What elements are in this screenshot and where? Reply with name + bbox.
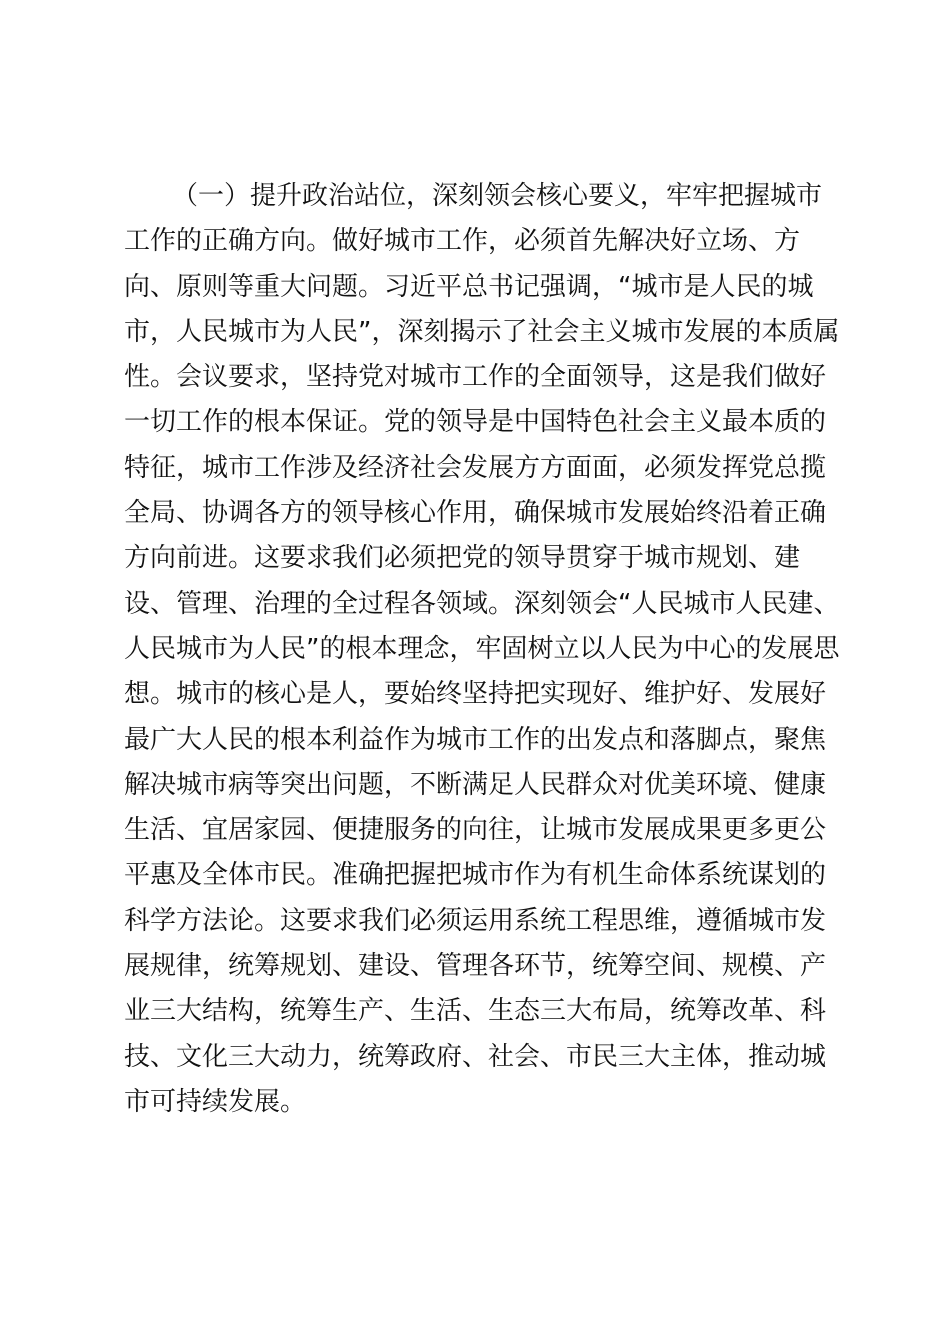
paragraph-line: 一切工作的根本保证。党的领导是中国特色社会主义最本质的 <box>124 407 827 438</box>
paragraph <box>124 174 844 1125</box>
paragraph-line: 向、原则等重大问题。习近平总书记强调，“城市是人民的城 <box>124 271 814 302</box>
paragraph-line: 市可持续发展。 <box>124 1086 307 1117</box>
paragraph-line: 技、文化三大动力，统筹政府、社会、市民三大主体，推动城 <box>124 1041 827 1072</box>
paragraph-line: 人民城市为人民”的根本理念，牢固树立以人民为中心的发展思 <box>124 633 840 664</box>
paragraph-line: 最广大人民的根本利益作为城市工作的出发点和落脚点，聚焦 <box>124 724 827 755</box>
paragraph-line: 生活、宜居家园、便捷服务的向往，让城市发展成果更多更公 <box>124 815 827 846</box>
paragraph-line: 特征，城市工作涉及经济社会发展方方面面，必须发挥党总揽 <box>124 452 827 483</box>
paragraph-line: 设、管理、治理的全过程各领域。深刻领会“人民城市人民建、 <box>124 588 840 619</box>
paragraph-line: 全局、协调各方的领导核心作用，确保城市发展始终沿着正确 <box>124 498 827 529</box>
paragraph-line: 解决城市病等突出问题，不断满足人民群众对优美环境、健康 <box>124 769 827 800</box>
paragraph-line: （一）提升政治站位，深刻领会核心要义，牢牢把握城市 <box>172 181 823 211</box>
paragraph-line: 科学方法论。这要求我们必须运用系统工程思维，遵循城市发 <box>124 905 827 936</box>
paragraph-line: 展规律，统筹规划、建设、管理各环节，统筹空间、规模、产 <box>124 951 827 982</box>
paragraph-line: 工作的正确方向。做好城市工作，必须首先解决好立场、方 <box>124 226 801 257</box>
paragraph-line: 方向前进。这要求我们必须把党的领导贯穿于城市规划、建 <box>124 543 801 574</box>
paragraph-line: 业三大结构，统筹生产、生活、生态三大布局，统筹改革、科 <box>124 996 827 1027</box>
paragraph-line: 市，人民城市为人民”，深刻揭示了社会主义城市发展的本质属 <box>124 316 840 347</box>
paragraph-line: 平惠及全体市民。准确把握把城市作为有机生命体系统谋划的 <box>124 860 827 891</box>
paragraph-line: 想。城市的核心是人，要始终坚持把实现好、维护好、发展好 <box>124 679 827 710</box>
paragraph-line: 性。会议要求，坚持党对城市工作的全面领导，这是我们做好 <box>124 362 827 393</box>
